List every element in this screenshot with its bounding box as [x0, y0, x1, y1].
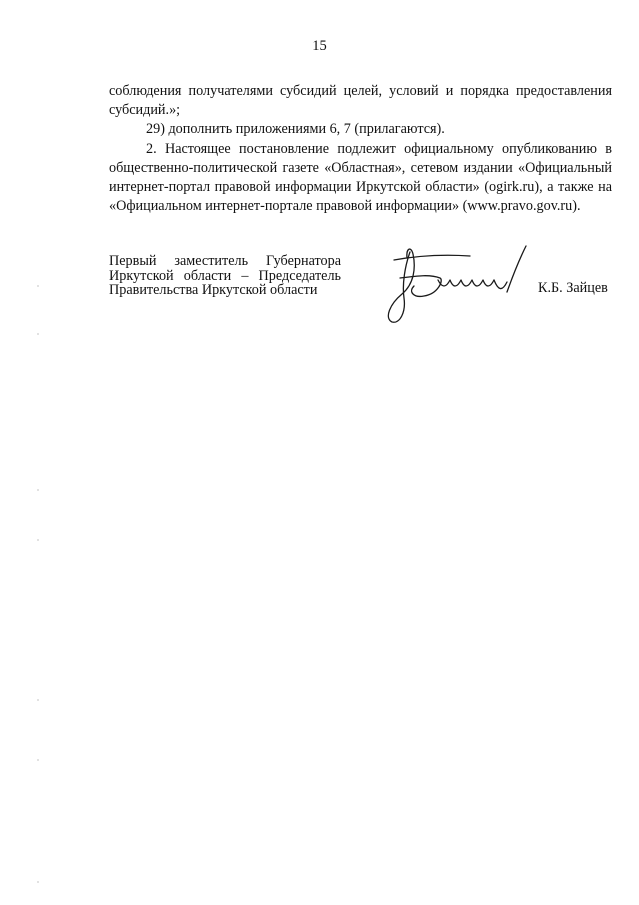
paragraph-item-29: 29) дополнить приложениями 6, 7 (прилагаются). — [146, 121, 445, 138]
signatory-title-line: Правительства Иркутской области — [109, 282, 318, 298]
paragraph-continuation: соблюдения получателями субсидий целей, условий и порядка предоставления субсидий.»; — [109, 83, 612, 119]
signatory-title — [109, 254, 341, 298]
signatory-title-line: Первый заместитель Губернатора — [109, 253, 341, 269]
handwritten-signature — [380, 238, 530, 330]
signatory-title-line: Иркутской области – Председатель — [109, 267, 341, 284]
paragraph-clause-2: 2. Настоящее постановление подлежит официальному опубликованию в общественно-политической газете «Областная», сетевом издании «Официальный интернет-портал правовой информации Иркутской области» (ogirk.ru), а также на «Официальном интернет-портале правовой информации» (www.pravo.gov.ru). — [109, 140, 612, 215]
document-body — [109, 82, 612, 216]
scan-margin-dots — [36, 0, 40, 905]
signer-name: К.Б. Зайцев — [538, 280, 608, 296]
page-number: 15 — [312, 38, 327, 54]
